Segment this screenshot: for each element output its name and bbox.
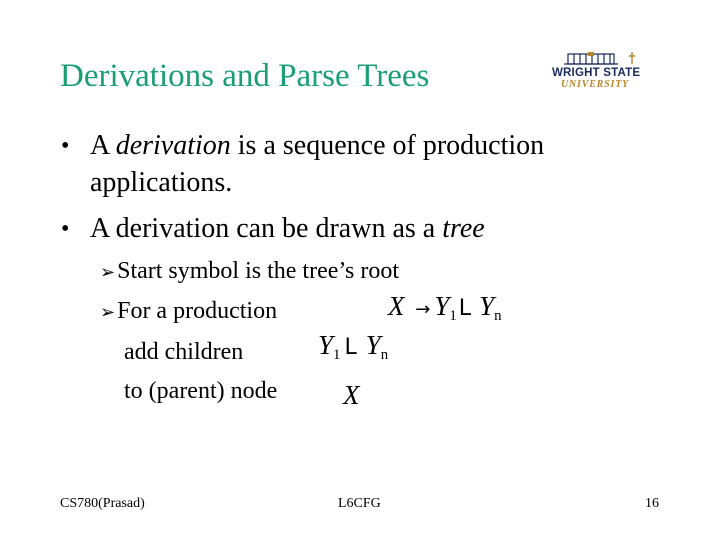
children-formula: $Y_1$ L $Y_n$ xyxy=(318,330,389,364)
logo-line2: UNIVERSITY xyxy=(561,79,630,90)
subpoint-2-text: For a production xyxy=(117,298,278,324)
bullet-2-emphasis: tree xyxy=(442,213,485,244)
bullet-1-continuation: applications. xyxy=(90,167,233,198)
slide-title: Derivations and Parse Trees xyxy=(60,58,430,94)
bullet-dot-icon: • xyxy=(61,216,70,242)
bullet-1-suffix: is a sequence of production xyxy=(230,130,545,161)
bullet-1 xyxy=(90,130,544,162)
bullet-1-prefix: A xyxy=(90,130,116,161)
wright-state-logo xyxy=(548,50,648,94)
building-icon xyxy=(548,50,648,66)
subpoint-2 xyxy=(100,297,277,327)
parent-formula: X xyxy=(343,380,360,410)
footer-course: CS780(Prasad) xyxy=(60,496,145,511)
footer-topic: L6CFG xyxy=(338,496,381,511)
bullet-dot-icon: • xyxy=(61,133,70,159)
subpoint-1-text: Start symbol is the tree’s root xyxy=(117,258,400,284)
subpoint-3: add children xyxy=(124,339,244,365)
production-formula: $X \to Y_1L$ $Y_n$ xyxy=(388,291,502,325)
arrow-bullet-icon: ➢ xyxy=(100,302,116,323)
subpoint-4: to (parent) node xyxy=(124,378,278,404)
bullet-1-emphasis: derivation xyxy=(115,130,231,161)
bullet-2-prefix: A derivation can be drawn as a xyxy=(90,213,443,244)
footer-page-number: 16 xyxy=(645,496,659,511)
arrow-bullet-icon: ➢ xyxy=(100,262,116,283)
subpoint-1 xyxy=(100,257,399,287)
bullet-2 xyxy=(90,213,485,245)
logo-line1: WRIGHT STATE xyxy=(552,67,641,79)
